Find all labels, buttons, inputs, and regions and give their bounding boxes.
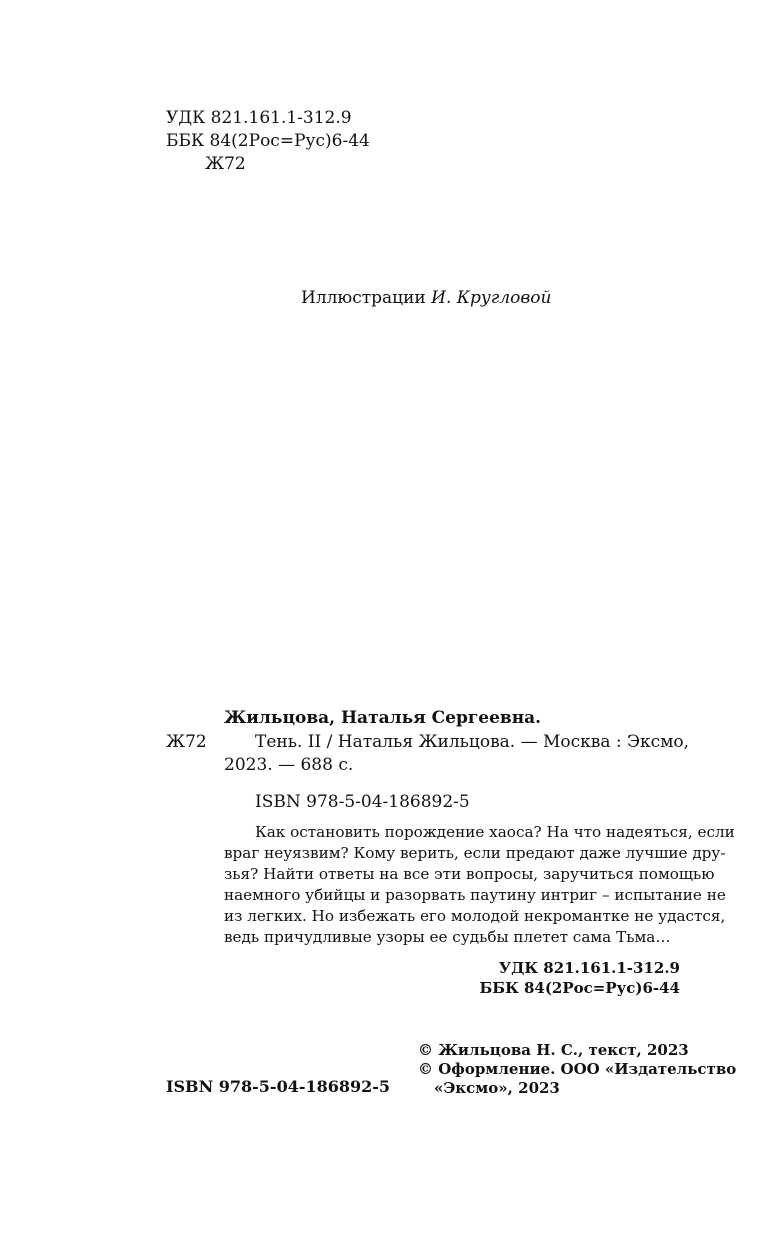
- illustrations-label: Иллюстрации: [301, 288, 426, 308]
- annotation-line: Как остановить порождение хаоса? На что надеяться, если: [255, 823, 735, 841]
- udk-code-bottom: УДК 821.161.1-312.9: [498, 959, 680, 977]
- annotation: [224, 822, 735, 948]
- footer-isbn: ISBN 978-5-04-186892-5: [166, 1077, 391, 1096]
- illustrator-name: И. Кругловой: [431, 288, 552, 308]
- bbk-code-bottom: ББК 84(2Рос=Рус)6-44: [479, 979, 680, 997]
- illustrations-credit: [301, 287, 551, 309]
- annotation-line: из легких. Но избежать его молодой некромантке не удастся,: [224, 907, 726, 925]
- annotation-line: ведь причудливые узоры ее судьбы плетет сама Тьма…: [224, 928, 671, 946]
- title-line-1: Тень. II / Наталья Жильцова. — Москва : Эксмо,: [255, 732, 690, 752]
- author-mark-top: Ж72: [205, 154, 246, 174]
- annotation-line: враг неуязвим? Кому верить, если предают даже лучшие дру-: [224, 844, 726, 862]
- author-mark-record: Ж72: [166, 732, 207, 752]
- udk-code-top: УДК 821.161.1-312.9: [166, 108, 352, 128]
- isbn-record: ISBN 978-5-04-186892-5: [255, 792, 470, 812]
- copyright-design: © Оформление. ООО «Издательство: [418, 1060, 737, 1078]
- bbk-code-top: ББК 84(2Рос=Рус)6-44: [166, 131, 370, 151]
- copyright-text: © Жильцова Н. С., текст, 2023: [418, 1041, 689, 1059]
- annotation-line: зья? Найти ответы на все эти вопросы, заручиться помощью: [224, 865, 715, 883]
- annotation-line: наемного убийцы и разорвать паутину интриг – испытание не: [224, 886, 726, 904]
- title-line-2: 2023. — 688 с.: [224, 755, 354, 775]
- author-heading: Жильцова, Наталья Сергеевна.: [224, 708, 542, 728]
- copyright-design-cont: «Эксмо», 2023: [434, 1079, 560, 1097]
